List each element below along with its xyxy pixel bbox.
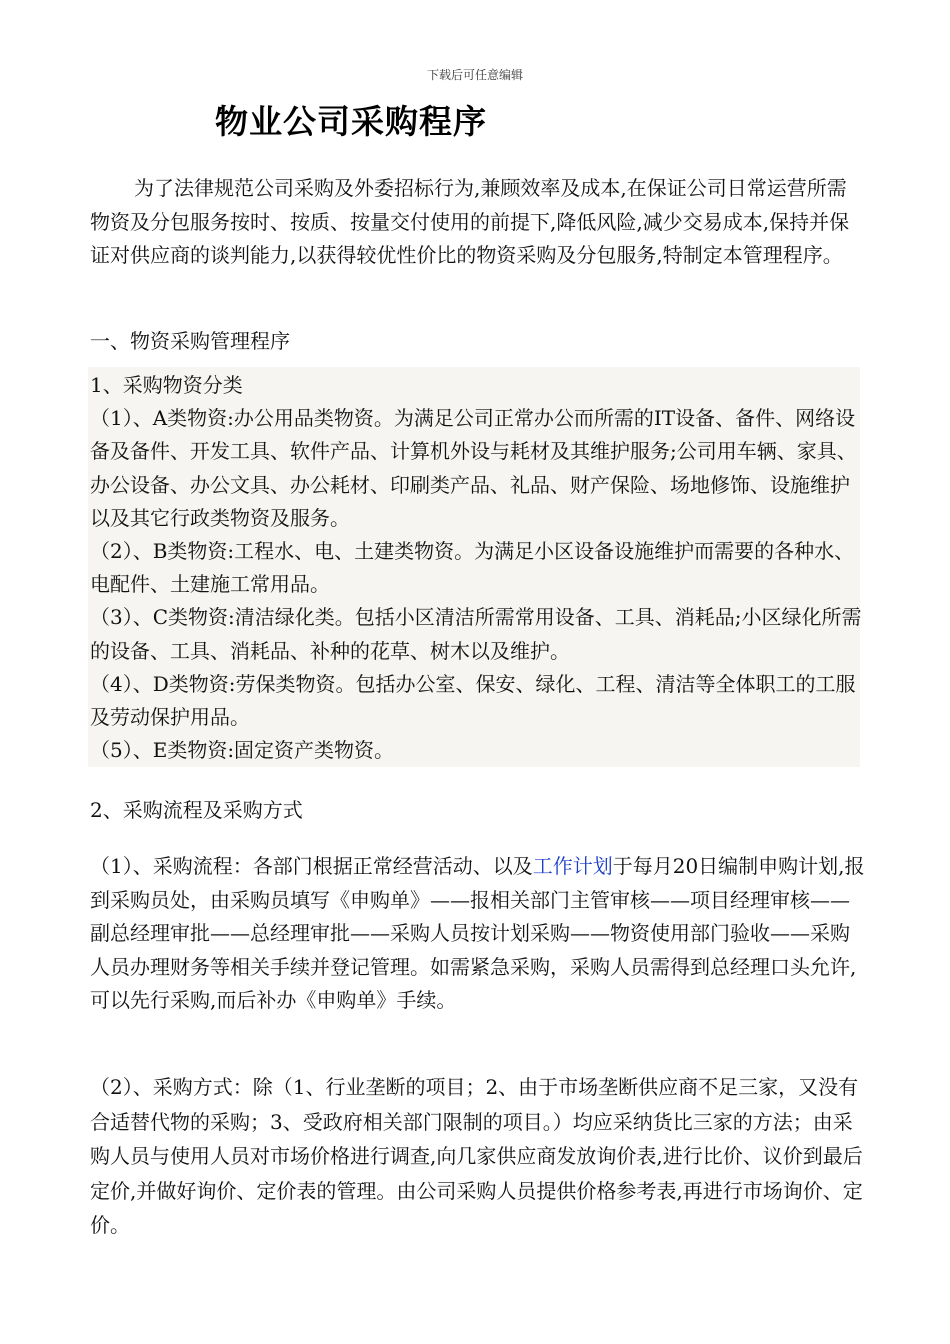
category-section bbox=[90, 369, 865, 767]
sub1-heading: 1、采购物资分类 bbox=[90, 373, 243, 397]
category-e: （5）、E类物资:固定资产类物资。 bbox=[90, 738, 395, 763]
page-title: 物业公司采购程序 bbox=[215, 102, 487, 141]
procedure-text-before: （1）、采购流程：各部门根据正常经营活动、以及 bbox=[90, 854, 533, 878]
method-paragraph: （2）、采购方式：除（1、行业垄断的项目；2、由于市场垄断供应商不足三家，又没有合适替代物的采购；3、受政府相关部门限制的项目。）均应采纳货比三家的方法；由采购人员与使用人员对市场价格进行调查,向几家供应商发放询价表,进行比价、议价到最后定价,并做好询价、定价表的管理。由公司采购人员提供价格参考表,再进行市场询价、定价。 bbox=[90, 1075, 863, 1237]
category-b: （2）、B类物资:工程水、电、土建类物资。为满足小区设备设施维护而需要的各种水、电配件、土建施工常用品。 bbox=[90, 539, 855, 597]
category-a: （1）、A类物资:办公用品类物资。为满足公司正常办公而所需的IT设备、备件、网络设备及备件、开发工具、软件产品、计算机外设与耗材及其维护服务;公司用车辆、家具、办公设备、办公文具、办公耗材、印刷类产品、礼品、财产保险、场地修饰、设施维护以及其它行政类物资及服务。 bbox=[90, 406, 857, 530]
section1-heading: 一、物资采购管理程序 bbox=[90, 329, 290, 353]
procedure-paragraph bbox=[90, 850, 865, 1018]
intro-paragraph: 为了法律规范公司采购及外委招标行为,兼顾效率及成本,在保证公司日常运营所需物资及分包服务按时、按质、按量交付使用的前提下,降低风险,减少交易成本,保持并保证对供应商的谈判能力,以获得较优性价比的物资采购及分包服务,特制定本管理程序。 bbox=[90, 176, 850, 267]
procedure-text-after: 于每月20日编制申购计划,报到采购员处，由采购员填写《申购单》——报相关部门主管审核——项目经理审核——副总经理审批——总经理审批——采购人员按计划采购——物资使用部门验收——采购人员办理财务等相关手续并登记管理。如需紧急采购，采购人员需得到总经理口头允许,可以先行采购,而后补办《申购单》手续。 bbox=[90, 854, 865, 1012]
work-plan-link[interactable]: 工作计划 bbox=[532, 854, 613, 878]
category-c: （3）、C类物资:清洁绿化类。包括小区清洁所需常用设备、工具、消耗品;小区绿化所需的设备、工具、消耗品、补种的花草、树木以及维护。 bbox=[90, 605, 862, 663]
sub2-heading: 2、采购流程及采购方式 bbox=[90, 798, 303, 822]
header-note: 下载后可任意编辑 bbox=[426, 68, 523, 82]
category-d: （4）、D类物资:劳保类物资。包括办公室、保安、绿化、工程、清洁等全体职工的工服及劳动保护用品。 bbox=[90, 671, 856, 730]
